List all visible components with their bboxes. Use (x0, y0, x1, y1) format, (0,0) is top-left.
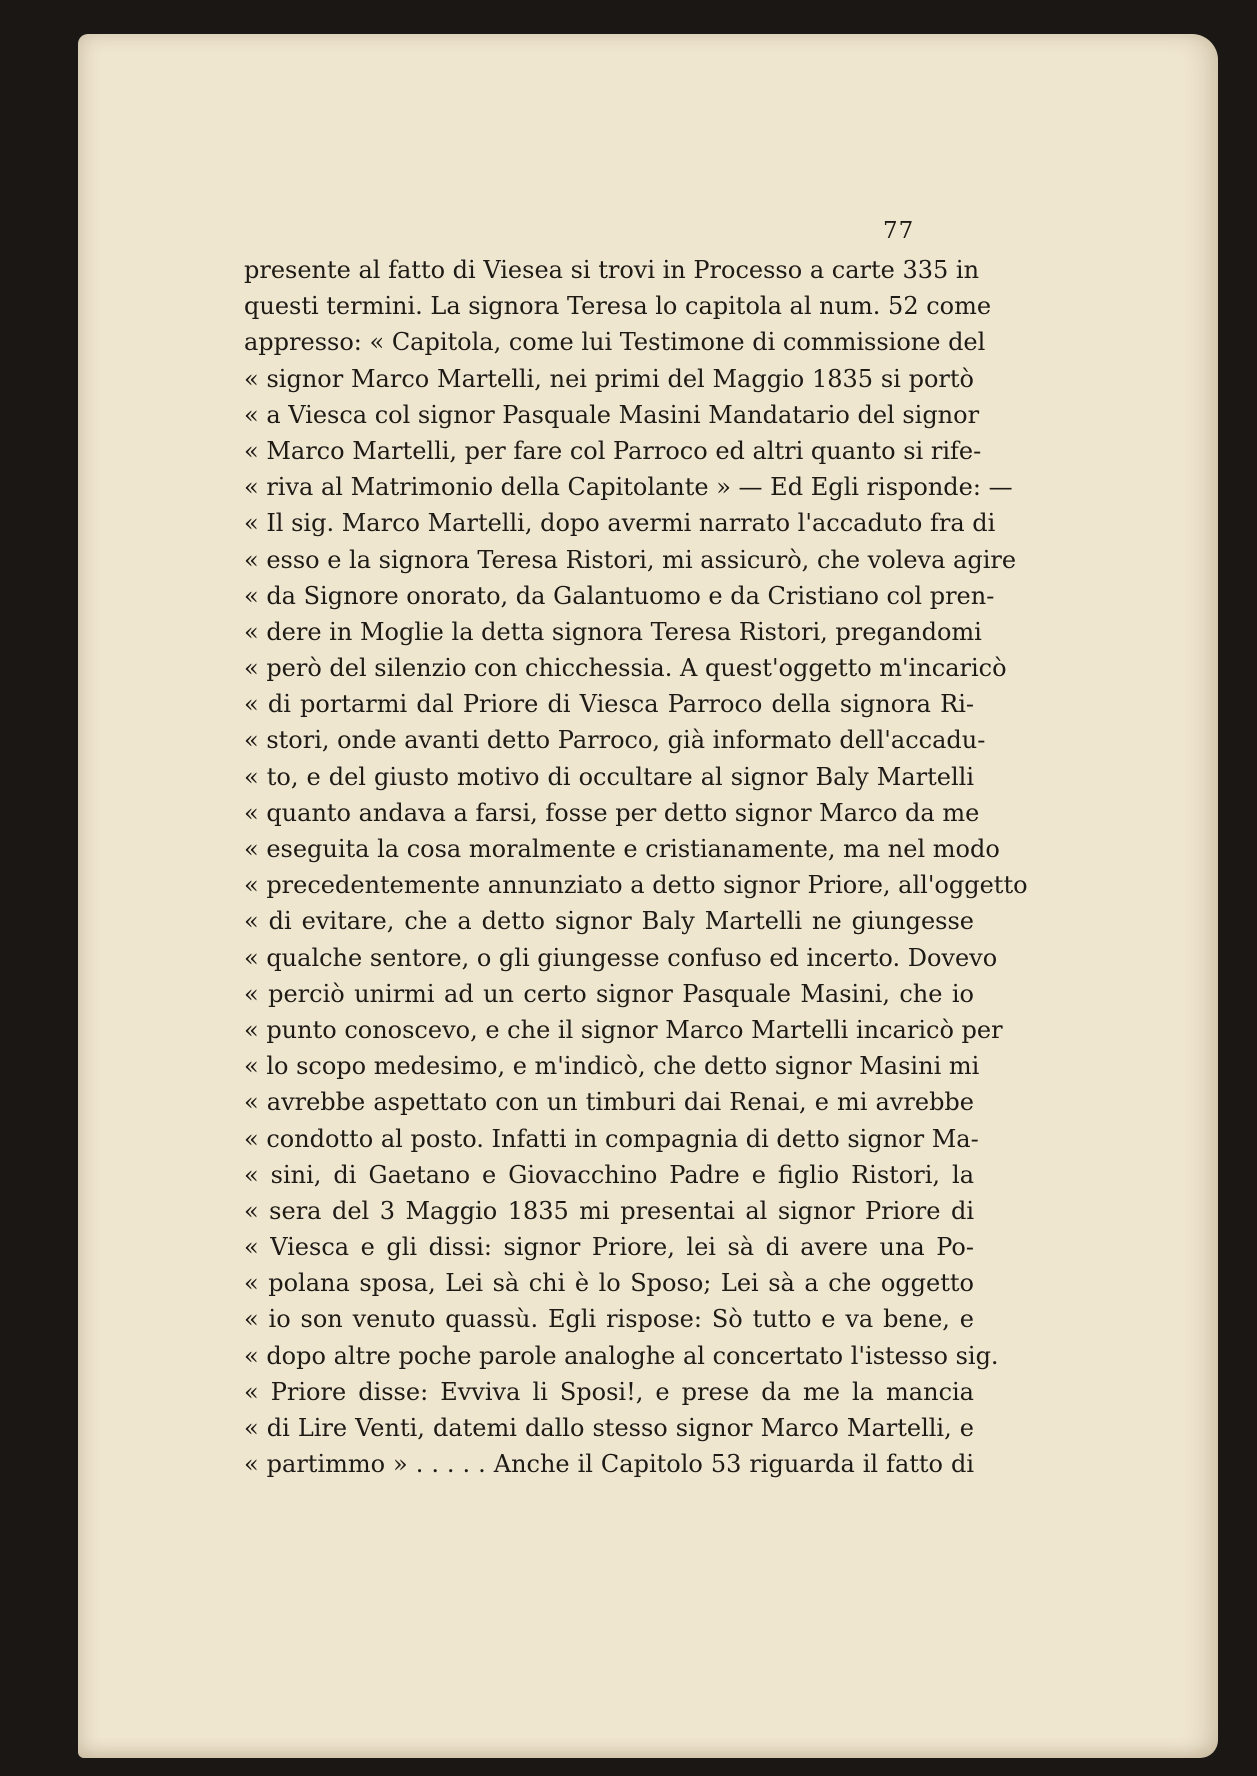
text-line: « polana sposa, Lei sà chi è lo Sposo; Lei sà a che oggetto (244, 1269, 974, 1298)
text-line: « io son venuto quassù. Egli rispose: Sò tutto e va bene, e (244, 1305, 974, 1334)
text-line: « però del silenzio con chicchessia. A quest'oggetto m'incaricò (244, 654, 1007, 683)
text-line: « da Signore onorato, da Galantuomo e da Cristiano col pren- (244, 581, 995, 610)
text-line: « sera del 3 Maggio 1835 mi presentai al signor Priore di (244, 1196, 974, 1225)
text-line: « di evitare, che a detto signor Baly Martelli ne giungesse (244, 907, 974, 936)
text-line: « di Lire Venti, datemi dallo stesso signor Marco Martelli, e (244, 1414, 974, 1442)
text-line: « stori, onde avanti detto Parroco, già informato dell'accadu- (244, 726, 986, 755)
text-line: « riva al Matrimonio della Capitolante » — Ed Egli risponde: — (244, 473, 1013, 502)
text-line: « condotto al posto. Infatti in compagnia di detto signor Ma- (244, 1124, 979, 1153)
text-line: « to, e del giusto motivo di occultare al signor Baly Martelli (244, 762, 974, 791)
text-line: « Priore disse: Evviva li Sposi!, e prese da me la mancia (244, 1377, 974, 1406)
text-line: « perciò unirmi ad un certo signor Pasquale Masini, che io (244, 979, 974, 1008)
text-line: « lo scopo medesimo, e m'indicò, che detto signor Masini mi (244, 1052, 980, 1081)
page-number: 77 (883, 218, 915, 244)
text-line: « partimmo » . . . . . Anche il Capitolo 53 riguarda il fatto di (244, 1450, 974, 1479)
text-line: « Viesca e gli dissi: signor Priore, lei sà di avere una Po- (244, 1233, 974, 1262)
text-line: « di portarmi dal Priore di Viesca Parroco della signora Ri- (244, 690, 974, 719)
text-line: « punto conoscevo, e che il signor Marco Martelli incaricò per (244, 1015, 1003, 1044)
text-line: « precedentemente annunziato a detto signor Priore, all'oggetto (244, 871, 1028, 900)
text-line: « quanto andava a farsi, fosse per detto signor Marco da me (244, 798, 980, 827)
text-line: « dere in Moglie la detta signora Teresa Ristori, pregandomi (244, 617, 982, 646)
text-line: « Il sig. Marco Martelli, dopo avermi narrato l'accaduto fra di (244, 509, 996, 538)
text-line: « sini, di Gaetano e Giovacchino Padre e figlio Ristori, la (244, 1160, 974, 1189)
text-line: « eseguita la cosa moralmente e cristianamente, ma nel modo (244, 835, 1000, 863)
text-line: questi termini. La signora Teresa lo capitola al num. 52 come (244, 292, 992, 321)
text-line: « a Viesca col signor Pasquale Masini Mandatario del signor (244, 400, 980, 429)
body-text (244, 252, 1028, 1482)
text-line: « dopo altre poche parole analoghe al concertato l'istesso sig. (244, 1341, 999, 1370)
text-line: « avrebbe aspettato con un timburi dai Renai, e mi avrebbe (244, 1088, 974, 1117)
text-line: presente al fatto di Viesea si trovi in Processo a carte 335 in (244, 256, 980, 284)
text-line: « signor Marco Martelli, nei primi del Maggio 1835 si portò (244, 364, 974, 393)
text-line: « esso e la signora Teresa Ristori, mi assicurò, che voleva agire (244, 545, 1017, 574)
text-line: « qualche sentore, o gli giungesse confuso ed incerto. Dovevo (244, 943, 998, 972)
text-line: « Marco Martelli, per fare col Parroco ed altri quanto si rife- (244, 436, 982, 465)
text-line: appresso: « Capitola, come lui Testimone di commissione del (244, 328, 986, 357)
